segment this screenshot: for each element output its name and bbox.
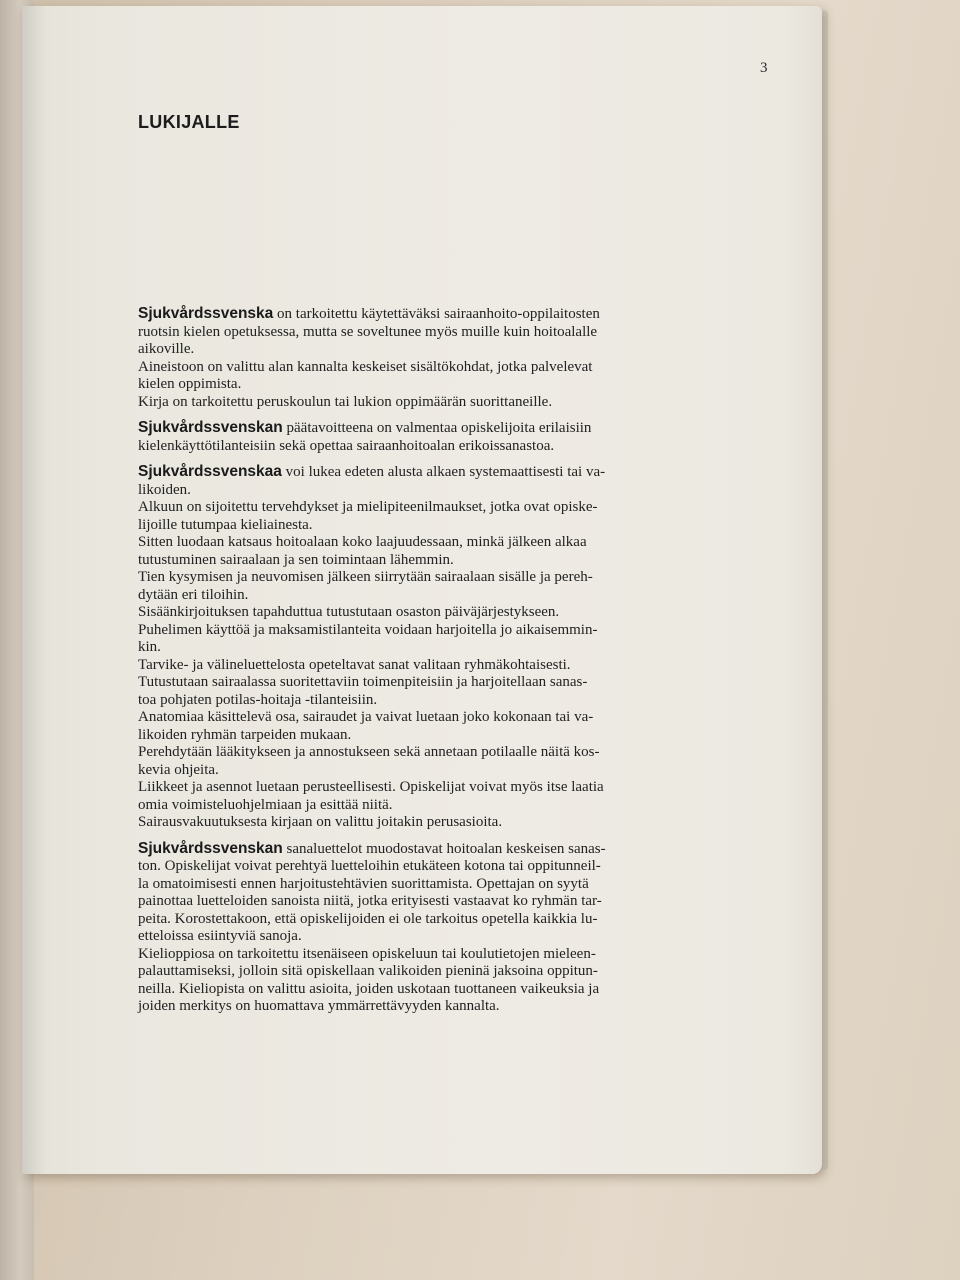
text-line: Sjukvårdssvenskaa voi lukea edeten alusta alkaen systemaattisesti tai va- [138, 463, 606, 480]
text-line: ton. Opiskelijat voivat perehtyä luetteloihin etukäteen kotona tai oppitunneil- [138, 858, 601, 874]
text-line: likoiden. [138, 481, 191, 498]
text-line: neilla. Kieliopista on valittu asioita, joiden uskotaan tuottaneen vaikeuksia ja [138, 980, 600, 997]
text-line: Sairausvakuutuksesta kirjaan on valittu joitakin perusasioita. [138, 814, 503, 830]
text-line: Tien kysymisen ja neuvomisen jälkeen siirrytään sairaalaan sisälle ja pereh- [138, 569, 593, 585]
text-line: Alkuun on sijoitettu tervehdykset ja mielipiteenilmaukset, jotka ovat opiske- [138, 499, 598, 515]
text-line: Anatomiaa käsittelevä osa, sairaudet ja vaivat luetaan joko kokonaan tai va- [138, 709, 594, 725]
text-line: ruotsin kielen opetuksessa, mutta se soveltunee myös muille kuin hoitoalalle [138, 323, 598, 340]
text-line: toa pohjaten potilas-hoitaja -tilanteisiin. [138, 691, 378, 708]
text-line: Sitten luodaan katsaus hoitoalaan koko laajuudessaan, minkä jälkeen alkaa [138, 534, 587, 550]
text-line: dytään eri tiloihin. [138, 586, 249, 603]
text-line: Kirja on tarkoitettu peruskoulun tai lukion oppimäärän suorittaneille. [138, 393, 553, 410]
page-number: 3 [760, 60, 768, 76]
text-line: Liikkeet ja asennot luetaan perusteellisesti. Opiskelijat voivat myös itse laatia [138, 779, 604, 795]
paragraph-4 [138, 840, 706, 1016]
keyword: Sjukvårdssvenskaa [138, 463, 282, 480]
text-line: Sjukvårdssvenskan päätavoitteena on valmentaa opiskelijoita erilaisiin [138, 419, 592, 436]
paragraph-2 [138, 419, 706, 455]
text-line: aikoville. [138, 341, 195, 357]
keyword: Sjukvårdssvenska [138, 305, 274, 322]
text-line: la omatoimisesti ennen harjoitustehtävien suorittamista. Opettajan on syytä [138, 875, 589, 892]
text-line: Aineistoon on valittu alan kannalta keskeiset sisältökohdat, jotka palvelevat [138, 358, 593, 375]
text-line: palauttamiseksi, jolloin sitä opiskellaan valikoiden pieninä jaksoina oppitun- [138, 963, 598, 979]
text-line: Sisäänkirjoituksen tapahduttua tutustutaan osaston päiväjärjestykseen. [138, 604, 560, 620]
text-line: kin. [138, 639, 161, 655]
text-line: Sjukvårdssvenska on tarkoitettu käytettäväksi sairaanhoito-oppilaitosten [138, 305, 600, 322]
text-line: likoiden ryhmän tarpeiden mukaan. [138, 726, 352, 743]
page-heading: LUKIJALLE [138, 112, 240, 132]
text-line: Tutustutaan sairaalassa suoritettaviin toimenpiteisiin ja harjoitellaan sanas- [138, 674, 588, 690]
text-line: lijoille tutumpaa kieliainesta. [138, 516, 313, 533]
keyword: Sjukvårdssvenskan [138, 839, 283, 857]
paragraph-3 [138, 463, 706, 832]
text-line: painottaa luetteloiden sanoista niitä, jotka erityisesti vastaavat ko ryhmän tar- [138, 893, 602, 909]
text-line: kielen oppimista. [138, 376, 242, 392]
text-line: tutustuminen sairaalaan ja sen toimintaan lähemmin. [138, 551, 454, 568]
text-line: Kielioppiosa on tarkoitettu itsenäiseen opiskeluun tai koulutietojen mieleen- [138, 945, 596, 962]
text-line: kevia ohjeita. [138, 761, 219, 778]
text-line: Tarvike- ja välineluettelosta opeteltavat sanat valitaan ryhmäkohtaisesti. [138, 656, 571, 673]
body-text [138, 305, 706, 1024]
text-line: etteloissa esiintyviä sanoja. [138, 928, 302, 944]
text-line: Puhelimen käyttöä ja maksamistilanteita voidaan harjoitella jo aikaisemmin- [138, 621, 598, 638]
keyword: Sjukvårdssvenskan [138, 419, 283, 436]
text-line: Sjukvårdssvenskan sanaluettelot muodostavat hoitoalan keskeisen sanas- [138, 839, 606, 857]
text-line: omia voimisteluohjelmiaan ja esittää niitä. [138, 796, 393, 813]
paragraph-1 [138, 305, 706, 411]
text-line: peita. Korostettakoon, että opiskelijoiden ei ole tarkoitus opetella kaikkia lu- [138, 910, 598, 927]
text-line: joiden merkitys on huomattava ymmärrettävyyden kannalta. [138, 998, 500, 1014]
text-line: Perehdytään lääkitykseen ja annostukseen sekä annetaan potilaalle näitä kos- [138, 744, 600, 760]
text-line: kielenkäyttötilanteisiin sekä opettaa sairaanhoitoalan erikoissanastoa. [138, 437, 555, 454]
